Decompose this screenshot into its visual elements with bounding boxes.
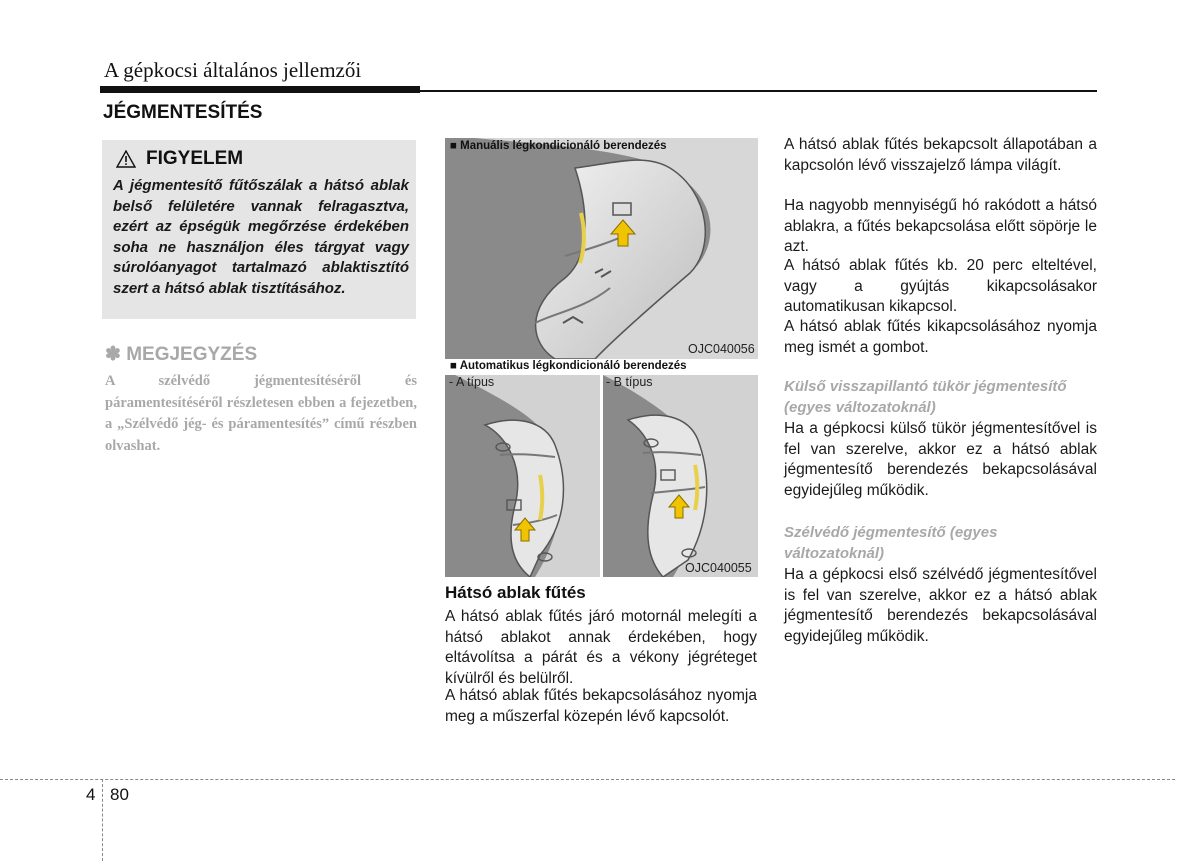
- mirror-defroster-text: Ha a gépkocsi külső tükör jégmentesítővel is fel van szerelve, akkor ez a hátsó ablak jégmentesítő berendezés bekapcsolásával egyidejűleg működik.: [784, 420, 1097, 499]
- header-rule-thick: [100, 86, 420, 93]
- chapter-title: A gépkocsi általános jellemzői: [104, 58, 362, 82]
- figure-auto-caption: ■ Automatikus légkondicionáló berendezés: [450, 360, 687, 372]
- rear-heater-paragraph-2: A hátsó ablak fűtés bekapcsolásához nyomja meg a műszerfal közepén lévő kapcsolót.: [445, 687, 757, 725]
- windshield-defroster-heading: Szélvédő jégmentesítő (egyes változatoknál): [784, 524, 998, 562]
- warning-header: [116, 148, 243, 170]
- figure-auto-code: OJC040055: [685, 561, 752, 575]
- figure-auto-ac: [445, 361, 758, 577]
- mirror-defroster-heading: Külső visszapillantó tükör jégmentesítő (egyes változatoknál): [784, 378, 1067, 416]
- note-text: A szélvédő jégmentesítéséről és páramentesítéséről részletesen ebben a fejezetben, a „Szélvédő jég- és páramentesítés” című részben olvashat.: [105, 373, 417, 454]
- rear-heater-heading: Hátsó ablak fűtés: [445, 583, 586, 602]
- right-paragraph-4: A hátsó ablak fűtés kikapcsolásához nyomja meg ismét a gombot.: [784, 318, 1097, 356]
- auto-type-b-switch-illustration: [603, 375, 758, 577]
- warning-text: A jégmentesítő fűtőszálak a hátsó ablak belső felületére vannak felragasztva, ezért az épségük megőrzése érdekében soha ne használjon éles tárgyat vagy súrolóanyagot tartalmazó ablaktisztító szert a hátsó ablak tisztításához.: [113, 177, 409, 297]
- page-number: 80: [110, 785, 129, 804]
- footer-vertical-dashed-rule: [102, 779, 103, 861]
- figure-auto-type-b-label: - B típus: [606, 375, 653, 389]
- figure-manual-code: OJC040056: [688, 342, 755, 356]
- header-rule-thin: [420, 90, 1097, 92]
- section-title: JÉGMENTESÍTÉS: [103, 102, 263, 123]
- figure-auto-type-a: [445, 375, 600, 577]
- warning-title: FIGYELEM: [146, 148, 244, 169]
- windshield-defroster-text: Ha a gépkocsi első szélvédő jégmentesítővel is fel van szerelve, akkor ez a hátsó ablak jégmentesítő berendezés bekapcsolásával egyidejűleg működik.: [784, 566, 1097, 645]
- right-paragraph-1: A hátsó ablak fűtés bekapcsolt állapotában a kapcsolón lévő visszajelző lámpa világít.: [784, 136, 1097, 174]
- footer-dashed-rule: [0, 779, 1175, 780]
- figure-manual-caption: ■ Manuális légkondicionáló berendezés: [450, 140, 667, 152]
- warning-triangle-icon: [116, 150, 136, 168]
- right-paragraph-3: A hátsó ablak fűtés kb. 20 perc elteltével, vagy a gyújtás kikapcsolásakor automatikusan kikapcsol.: [784, 257, 1097, 315]
- figure-auto-type-a-label: - A típus: [449, 375, 495, 389]
- figure-manual-ac: [445, 138, 758, 359]
- right-paragraph-2: Ha nagyobb mennyiségű hó rakódott a hátsó ablakra, a fűtés bekapcsolása előtt söpörje le azt.: [784, 197, 1097, 255]
- rear-heater-paragraph-1: A hátsó ablak fűtés járó motornál melegíti a hátsó ablakot annak érdekében, hogy eltávolítsa a párát és a vékony jégréteget kívülről és belülről.: [445, 608, 757, 687]
- auto-type-a-switch-illustration: [445, 375, 600, 577]
- figure-auto-type-b: [603, 375, 758, 577]
- note-title: ✽ MEGJEGYZÉS: [105, 344, 258, 365]
- page-chapter-number: 4: [86, 785, 96, 804]
- manual-switch-panel-illustration: [445, 138, 758, 359]
